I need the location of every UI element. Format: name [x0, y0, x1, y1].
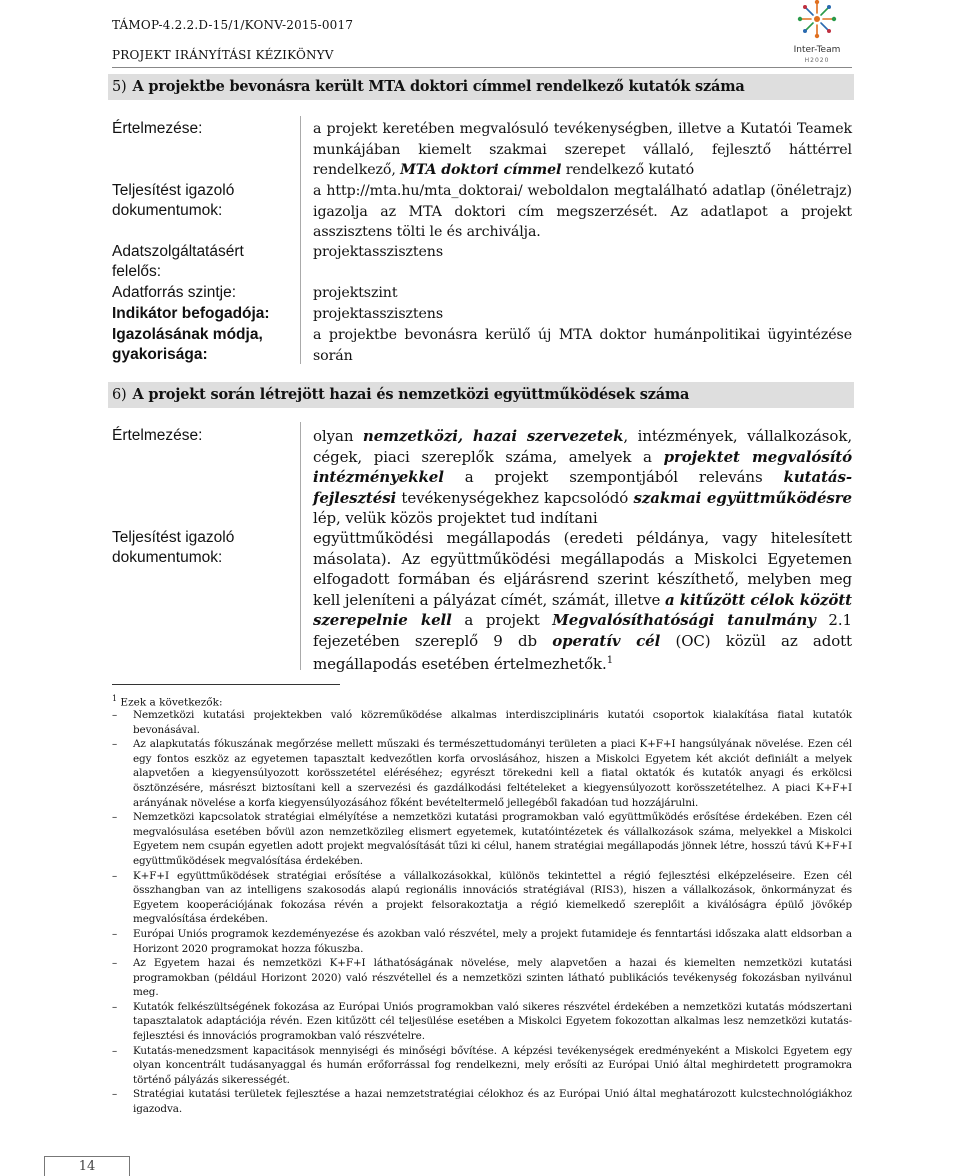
footnote-item-text: Kutatók felkészültségének fokozása az Európai Uniós programokban való sikeres részvétel érdekében a nemzetközi kutatás módszertani tapasztalatok adaptációja révén. Ezen kitűzött cél teljesülése esetében a Miskolci Egyetem fokozottan alkalmas lesz nemzetközi kutatás-fejlesztési és innovációs programokban való részvételre.	[133, 1000, 852, 1043]
s5-label-verification: Igazolásának módja, gyakorisága:	[112, 326, 263, 363]
s5-label-responsible: Adatszolgáltatásért felelős:	[112, 243, 244, 280]
list-dash: –	[112, 1000, 118, 1013]
list-dash: –	[112, 1088, 118, 1101]
body-text: (OC) közül az adott megállapodás esetében értelmezhetők.	[313, 631, 852, 673]
footnote-list-item	[112, 927, 852, 956]
footnote-list-item	[112, 869, 852, 927]
project-code: TÁMOP-4.2.2.D-15/1/KONV-2015-0017	[112, 18, 354, 32]
emphasis-text: szakmai együttműködésre	[633, 488, 852, 507]
footnote-item-text: Kutatás-menedzsment kapacitások mennyiségi és minőségi bővítése. A képzési tevékenységek eredményeként a Miskolci Egyetem egy olyan koncentrált tudásanyaggal és humán erőforrással fog rendelkezni, mely erősíti az Európai Unió által meghirdetett programokra történő pályázás sikerességét.	[133, 1044, 852, 1086]
list-dash: –	[112, 1044, 118, 1057]
s5-value-documents: a http://mta.hu/mta_doktorai/ weboldalon megtalálható adatlap (önéletrajz) igazolja az MTA doktori cím megszerzését. Az adatlapot a projekt asszisztens tölti le és archiválja.	[313, 183, 852, 240]
s6-label-documents: Teljesítést igazoló dokumentumok:	[112, 529, 235, 566]
section-6-title: A projekt során létrejött hazai és nemzetközi együttműködések száma	[132, 386, 690, 403]
section-6-divider	[300, 422, 301, 670]
list-dash: –	[112, 869, 118, 882]
s5-value-text-end: rendelkező kutató	[561, 162, 695, 178]
footnote-marker: 1	[112, 694, 118, 703]
list-dash: –	[112, 811, 118, 824]
footnote-list	[112, 708, 852, 1117]
s5-label-source-level: Adatforrás szintje:	[112, 284, 237, 301]
s5-value-verification: a projektbe bevonásra kerülő új MTA doktor humánpolitikai ügyintézése során	[313, 327, 852, 364]
emphasis-text: a kitűzött célok között szerepelnie kell	[313, 590, 852, 629]
list-dash: –	[112, 738, 118, 751]
footnote-item-text: Az alapkutatás fókuszának megőrzése mellett műszaki és természettudományi területen a piaci K+F+I hangsúlyának növelése. Ezen cél egy fontos eszköz az egyetemen tapasztalt kedvezőtlen korfa orvoslásához, hiszen a Miskolci Egyetem két akciót definiált a melyek alapvetően a kiegyensúlyozott korösszetétel eléréséhez; egyrészt törekedni kell a fiatal oktatók és kutatók anyagi és erkölcsi ösztönzésére, másrészt biztosítani kell a szervezési és gazdálkodási feltételeket a kiegyensúlyozott korösszetételhez. A piaci K+F+I arányának növelése a korfa kiegyensúlyozásához főként bevételtermelő jellegéből fakadóan tud hozzájárulni.	[133, 738, 852, 809]
s6-value-interpretation	[313, 426, 852, 529]
footnote-ref: 1	[606, 655, 613, 666]
handbook-title: PROJEKT IRÁNYÍTÁSI KÉZIKÖNYV	[112, 48, 334, 62]
body-text: a projekt szempontjából releváns	[443, 468, 784, 486]
emphasis-text: Megvalósíthatósági tanulmány	[552, 611, 816, 629]
footnote-intro-text: Ezek a következők:	[117, 696, 223, 709]
page-number: 14	[44, 1156, 130, 1176]
footnote-item-text: Az Egyetem hazai és nemzetközi K+F+I láthatóságának növelése, mely alapvetően a hazai és kiemelten nemzetközi kutatási programokban (például Horizont 2020) való részvétellel és a nemzetközi szinten látható publikációs tevékenység fokozásban nyilvánul meg.	[133, 957, 852, 999]
body-text: lép, velük közös projektet tud indítani	[313, 509, 598, 527]
list-dash: –	[112, 709, 118, 721]
section-5-title-bar	[108, 74, 854, 100]
emphasis-text: operatív cél	[552, 631, 661, 650]
s5-value-text: a projekt keretében megvalósuló tevékenységben, illetve a Kutatói Teamek munkájában kiemelt szakmai szerepet vállaló, fejlesztő háttérrel rendelkező,	[313, 121, 852, 178]
section-5-number: 5)	[112, 79, 127, 95]
body-text: olyan	[313, 427, 363, 445]
body-text: 2.1 fejezetében szereplő 9 db	[313, 611, 852, 650]
body-text: a projekt	[451, 611, 553, 629]
header-rule	[112, 67, 852, 68]
s5-label-interpretation: Értelmezése:	[112, 120, 203, 137]
body-text: tevékenységekhez kapcsolódó	[396, 488, 634, 507]
logo-year: H2020	[804, 57, 830, 64]
s5-value-indicator-receiver: projektasszisztens	[313, 306, 444, 322]
s5-value-source-level: projektszint	[313, 285, 398, 301]
section-6-title-bar	[108, 382, 854, 408]
footnote-item-text: Stratégiai kutatási területek fejlesztése a hazai nemzetstratégiai célokhoz és az Európai Unió által meghatározott kulcstechnológiákhoz igazodva.	[133, 1088, 852, 1116]
s5-value-responsible: projektasszisztens	[313, 244, 444, 260]
footnote-item-text: K+F+I együttműködések stratégiai erősítése a vállalkozásokkal, különös tekintettel a régió fejlesztési elképzeléseire. Ezen cél összhangban van az intelligens szakosodás alapú regionális innovációs stratégiával (RIS3), hiszen a vállalkozások, önkormányzat és Egyetem kooperációjának fokozása révén a projekt felsorakoztatja a régió kiemelkedő szereplőit a kiválóságra épülő jövőkép megvalósítása érdekében.	[133, 869, 852, 926]
emphasis-text: nemzetközi, hazai szervezetek	[362, 427, 624, 445]
s6-label-interpretation: Értelmezése:	[112, 427, 203, 444]
s6-value-documents	[313, 528, 852, 675]
footnote-list-item	[112, 737, 852, 810]
section-5-title: A projektbe bevonásra került MTA doktori címmel rendelkező kutatók száma	[132, 78, 745, 95]
logo-text: Inter-Team	[793, 45, 841, 55]
s5-value-emphasis: MTA doktori címmel	[400, 162, 562, 178]
footnote-item-text: Nemzetközi kutatási projektekben való közreműködése alkalmas interdiszciplináris kutatói csoportok kialakítása fiatal kutatók bevonásával.	[133, 709, 852, 736]
footnote-list-item	[112, 1087, 852, 1116]
list-dash: –	[112, 927, 118, 940]
footnote-list-item	[112, 810, 852, 868]
footnote-item-text: Európai Uniós programok kezdeményezése és azokban való részvétel, mely a projekt futamideje és fenntartási időszaka alatt eldsorban a Horizont 2020 programokat hozza fókuszba.	[133, 927, 852, 955]
footnote-list-item	[112, 708, 852, 737]
footnote-list-item	[112, 1000, 852, 1044]
section-5-divider	[300, 116, 301, 364]
section-6-number: 6)	[112, 387, 127, 403]
s5-label-indicator-receiver: Indikátor befogadója:	[112, 305, 270, 322]
list-dash: –	[112, 957, 118, 970]
s5-value-interpretation	[313, 119, 852, 181]
footnote-list-item	[112, 956, 852, 1000]
footnote-list-item	[112, 1044, 852, 1088]
body-text: együttműködési megállapodás (eredeti példánya, vagy hitelesített másolata). Az együttműködési megállapodás a Miskolci Egyetemen elfogadott formában és eljárásrend szerint készíthető, melyben meg kell jeleníteni a pályázat címét, számát, illetve	[313, 529, 852, 609]
footnote-rule	[112, 684, 340, 685]
emphasis-text: projektet megvalósító intézményekkel	[313, 447, 852, 486]
emphasis-text: kutatás-fejlesztési	[313, 468, 852, 507]
body-text: , intézmények, vállalkozások, cégek, piaci szereplők száma, amelyek a	[313, 427, 852, 466]
footnote-item-text: Nemzetközi kapcsolatok stratégiai elmélyítése a nemzetközi kutatási programokban való együttműködés erősítése érdekében. Ezen cél megvalósulása esetében bővül azon nemzetközileg elismert egyetemek, kutatóintézetek és vállalkozások száma, melyekkel a Miskolci Egyetem nem csupán egyetlen adott projekt megvalósítását tűzi ki célul, hanem stratégiai megállapodás jönnek létre, hosszú távú K+F+I együttműködések megvalósítása érdekében.	[133, 811, 852, 867]
s5-label-documents: Teljesítést igazoló dokumentumok:	[112, 182, 235, 219]
footnote-intro	[112, 694, 223, 709]
